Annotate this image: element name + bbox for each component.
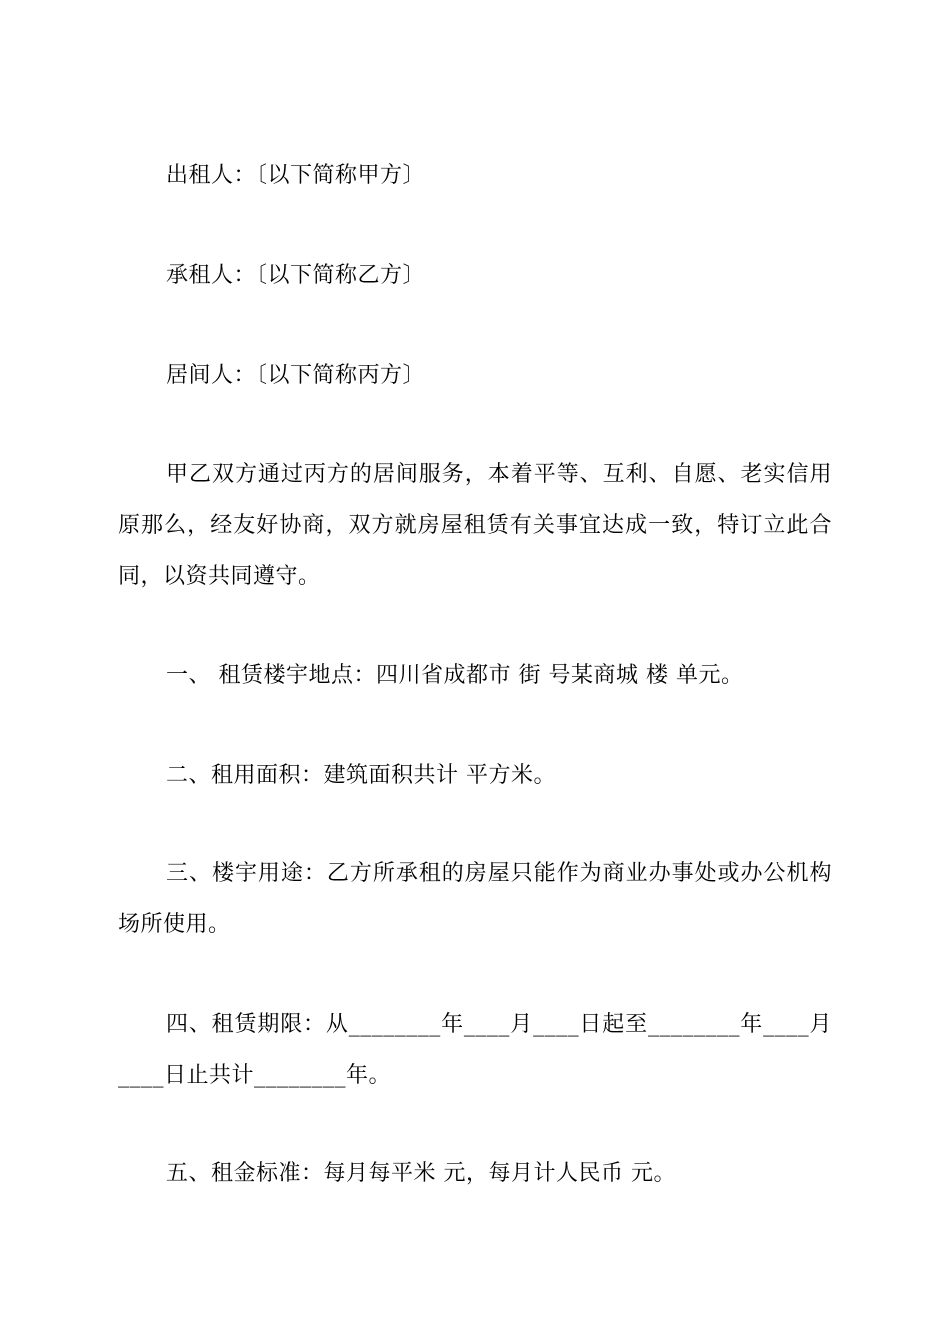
broker-line: 居间人：〔以下简称丙方〕 (166, 363, 426, 388)
clause-location: 一、 租赁楼宇地点：四川省成都市 街 号某商城 楼 单元。 (166, 663, 744, 688)
clause-term: 四、租赁期限：从________年____月____日起至________年____月____日止共计________年。 (118, 1012, 832, 1088)
lessor-line: 出租人：〔以下简称甲方〕 (166, 163, 426, 188)
preamble-paragraph: 甲乙双方通过丙方的居间服务，本着平等、互利、自愿、老实信用原那么，经友好协商，双方就房屋租赁有关事宜达成一致，特订立此合同，以资共同遵守。 (118, 462, 832, 589)
clause-rent: 五、租金标准：每月每平米 元，每月计人民币 元。 (166, 1161, 676, 1186)
clause-area: 二、租用面积：建筑面积共计 平方米。 (166, 763, 556, 788)
lessee-line: 承租人：〔以下简称乙方〕 (166, 263, 426, 288)
clause-usage: 三、楼宇用途：乙方所承租的房屋只能作为商业办事处或办公机构场所使用。 (118, 861, 832, 937)
